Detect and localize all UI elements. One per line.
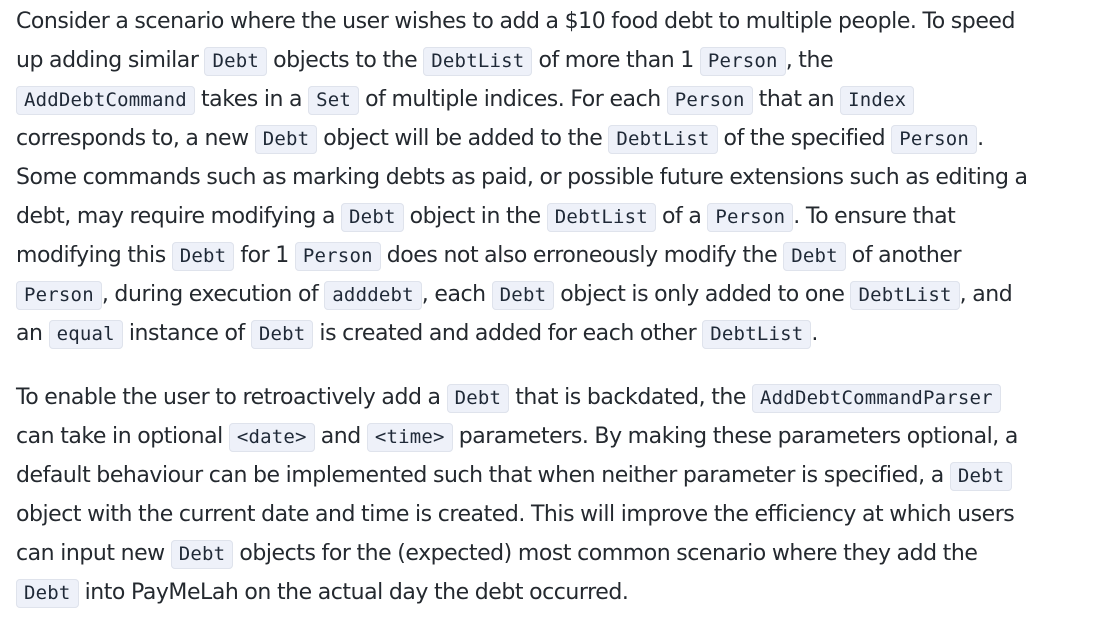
text-run: that is backdated, the: [509, 385, 753, 410]
paragraph-multi-person-debt: [16, 2, 1104, 353]
text-run: instance of: [122, 321, 251, 346]
text-run: objects for the (expected) most common scenario where they add the: [233, 541, 978, 566]
inline-code: Person: [891, 125, 977, 154]
text-line: [16, 119, 1104, 158]
text-run: object in the: [403, 204, 547, 229]
text-run: can input new: [16, 541, 171, 566]
text-line: [16, 417, 1104, 456]
text-line: [16, 573, 1104, 612]
text-run: default behaviour can be implemented such that when neither parameter is specified, a: [16, 463, 950, 488]
text-run: , each: [421, 282, 492, 307]
inline-code: Person: [295, 242, 381, 271]
text-run: and: [314, 424, 367, 449]
text-run: does not also erroneously modify the: [380, 243, 784, 268]
inline-code: AddDebtCommand: [16, 86, 195, 115]
text-run: . To ensure that: [793, 204, 956, 229]
text-run: , and: [959, 282, 1013, 307]
text-line: [16, 495, 1104, 534]
text-run: .: [977, 126, 984, 151]
inline-code: Debt: [255, 125, 318, 154]
inline-code: Debt: [950, 462, 1013, 491]
inline-code: DebtList: [547, 203, 656, 232]
text-run: , the: [785, 48, 834, 73]
inline-code: Debt: [341, 203, 404, 232]
inline-code: DebtList: [702, 320, 811, 349]
text-run: takes in a: [194, 87, 309, 112]
text-run: of another: [845, 243, 962, 268]
text-line: [16, 275, 1104, 314]
text-line: [16, 2, 1104, 41]
inline-code: Debt: [447, 384, 510, 413]
inline-code: DebtList: [423, 47, 532, 76]
inline-code: Person: [700, 47, 786, 76]
inline-code: DebtList: [608, 125, 717, 154]
text-run: modifying this: [16, 243, 172, 268]
text-line: [16, 378, 1104, 417]
text-run: up adding similar: [16, 48, 205, 73]
text-run: Consider a scenario where the user wishes to add a $10 food debt to multiple people. To speed: [16, 9, 1016, 34]
inline-code: Person: [16, 281, 102, 310]
inline-code: Person: [667, 86, 753, 115]
inline-code: equal: [49, 320, 123, 349]
inline-code: AddDebtCommandParser: [752, 384, 1001, 413]
text-line: [16, 456, 1104, 495]
inline-code: DebtList: [850, 281, 959, 310]
text-line: [16, 236, 1104, 275]
text-run: parameters. By making these parameters optional, a: [452, 424, 1018, 449]
text-line: [16, 534, 1104, 573]
text-run: .: [811, 321, 818, 346]
text-line: [16, 41, 1104, 80]
text-run: objects to the: [267, 48, 424, 73]
text-run: corresponds to, a new: [16, 126, 255, 151]
text-run: object with the current date and time is created. This will improve the efficiency at which users: [16, 502, 1015, 527]
text-run: Some commands such as marking debts as paid, or possible future extensions such as editing a: [16, 165, 1028, 190]
text-run: object is only added to one: [554, 282, 851, 307]
inline-code: Set: [308, 86, 359, 115]
text-run: To enable the user to retroactively add a: [16, 385, 447, 410]
text-run: an: [16, 321, 49, 346]
text-run: for 1: [234, 243, 295, 268]
inline-code: Debt: [172, 242, 235, 271]
text-run: of the specified: [717, 126, 892, 151]
text-run: that an: [752, 87, 841, 112]
text-run: object will be added to the: [317, 126, 609, 151]
text-run: debt, may require modifying a: [16, 204, 342, 229]
text-line: [16, 158, 1104, 197]
inline-code: adddebt: [324, 281, 421, 310]
text-run: into PayMeLah on the actual day the debt occurred.: [78, 580, 629, 605]
inline-code: Debt: [16, 579, 79, 608]
inline-code: <date>: [229, 423, 315, 452]
inline-code: Debt: [171, 540, 234, 569]
paragraph-backdated-debt: [16, 378, 1104, 612]
text-run: of more than 1: [532, 48, 700, 73]
text-line: [16, 80, 1104, 119]
text-line: [16, 314, 1104, 353]
inline-code: Debt: [204, 47, 267, 76]
text-run: can take in optional: [16, 424, 229, 449]
inline-code: Debt: [251, 320, 314, 349]
inline-code: <time>: [367, 423, 453, 452]
inline-code: Debt: [492, 281, 555, 310]
inline-code: Index: [840, 86, 914, 115]
text-run: of multiple indices. For each: [359, 87, 667, 112]
inline-code: Debt: [783, 242, 846, 271]
text-line: [16, 197, 1104, 236]
text-run: , during execution of: [101, 282, 325, 307]
inline-code: Person: [707, 203, 793, 232]
text-run: is created and added for each other: [313, 321, 703, 346]
text-run: of a: [655, 204, 708, 229]
